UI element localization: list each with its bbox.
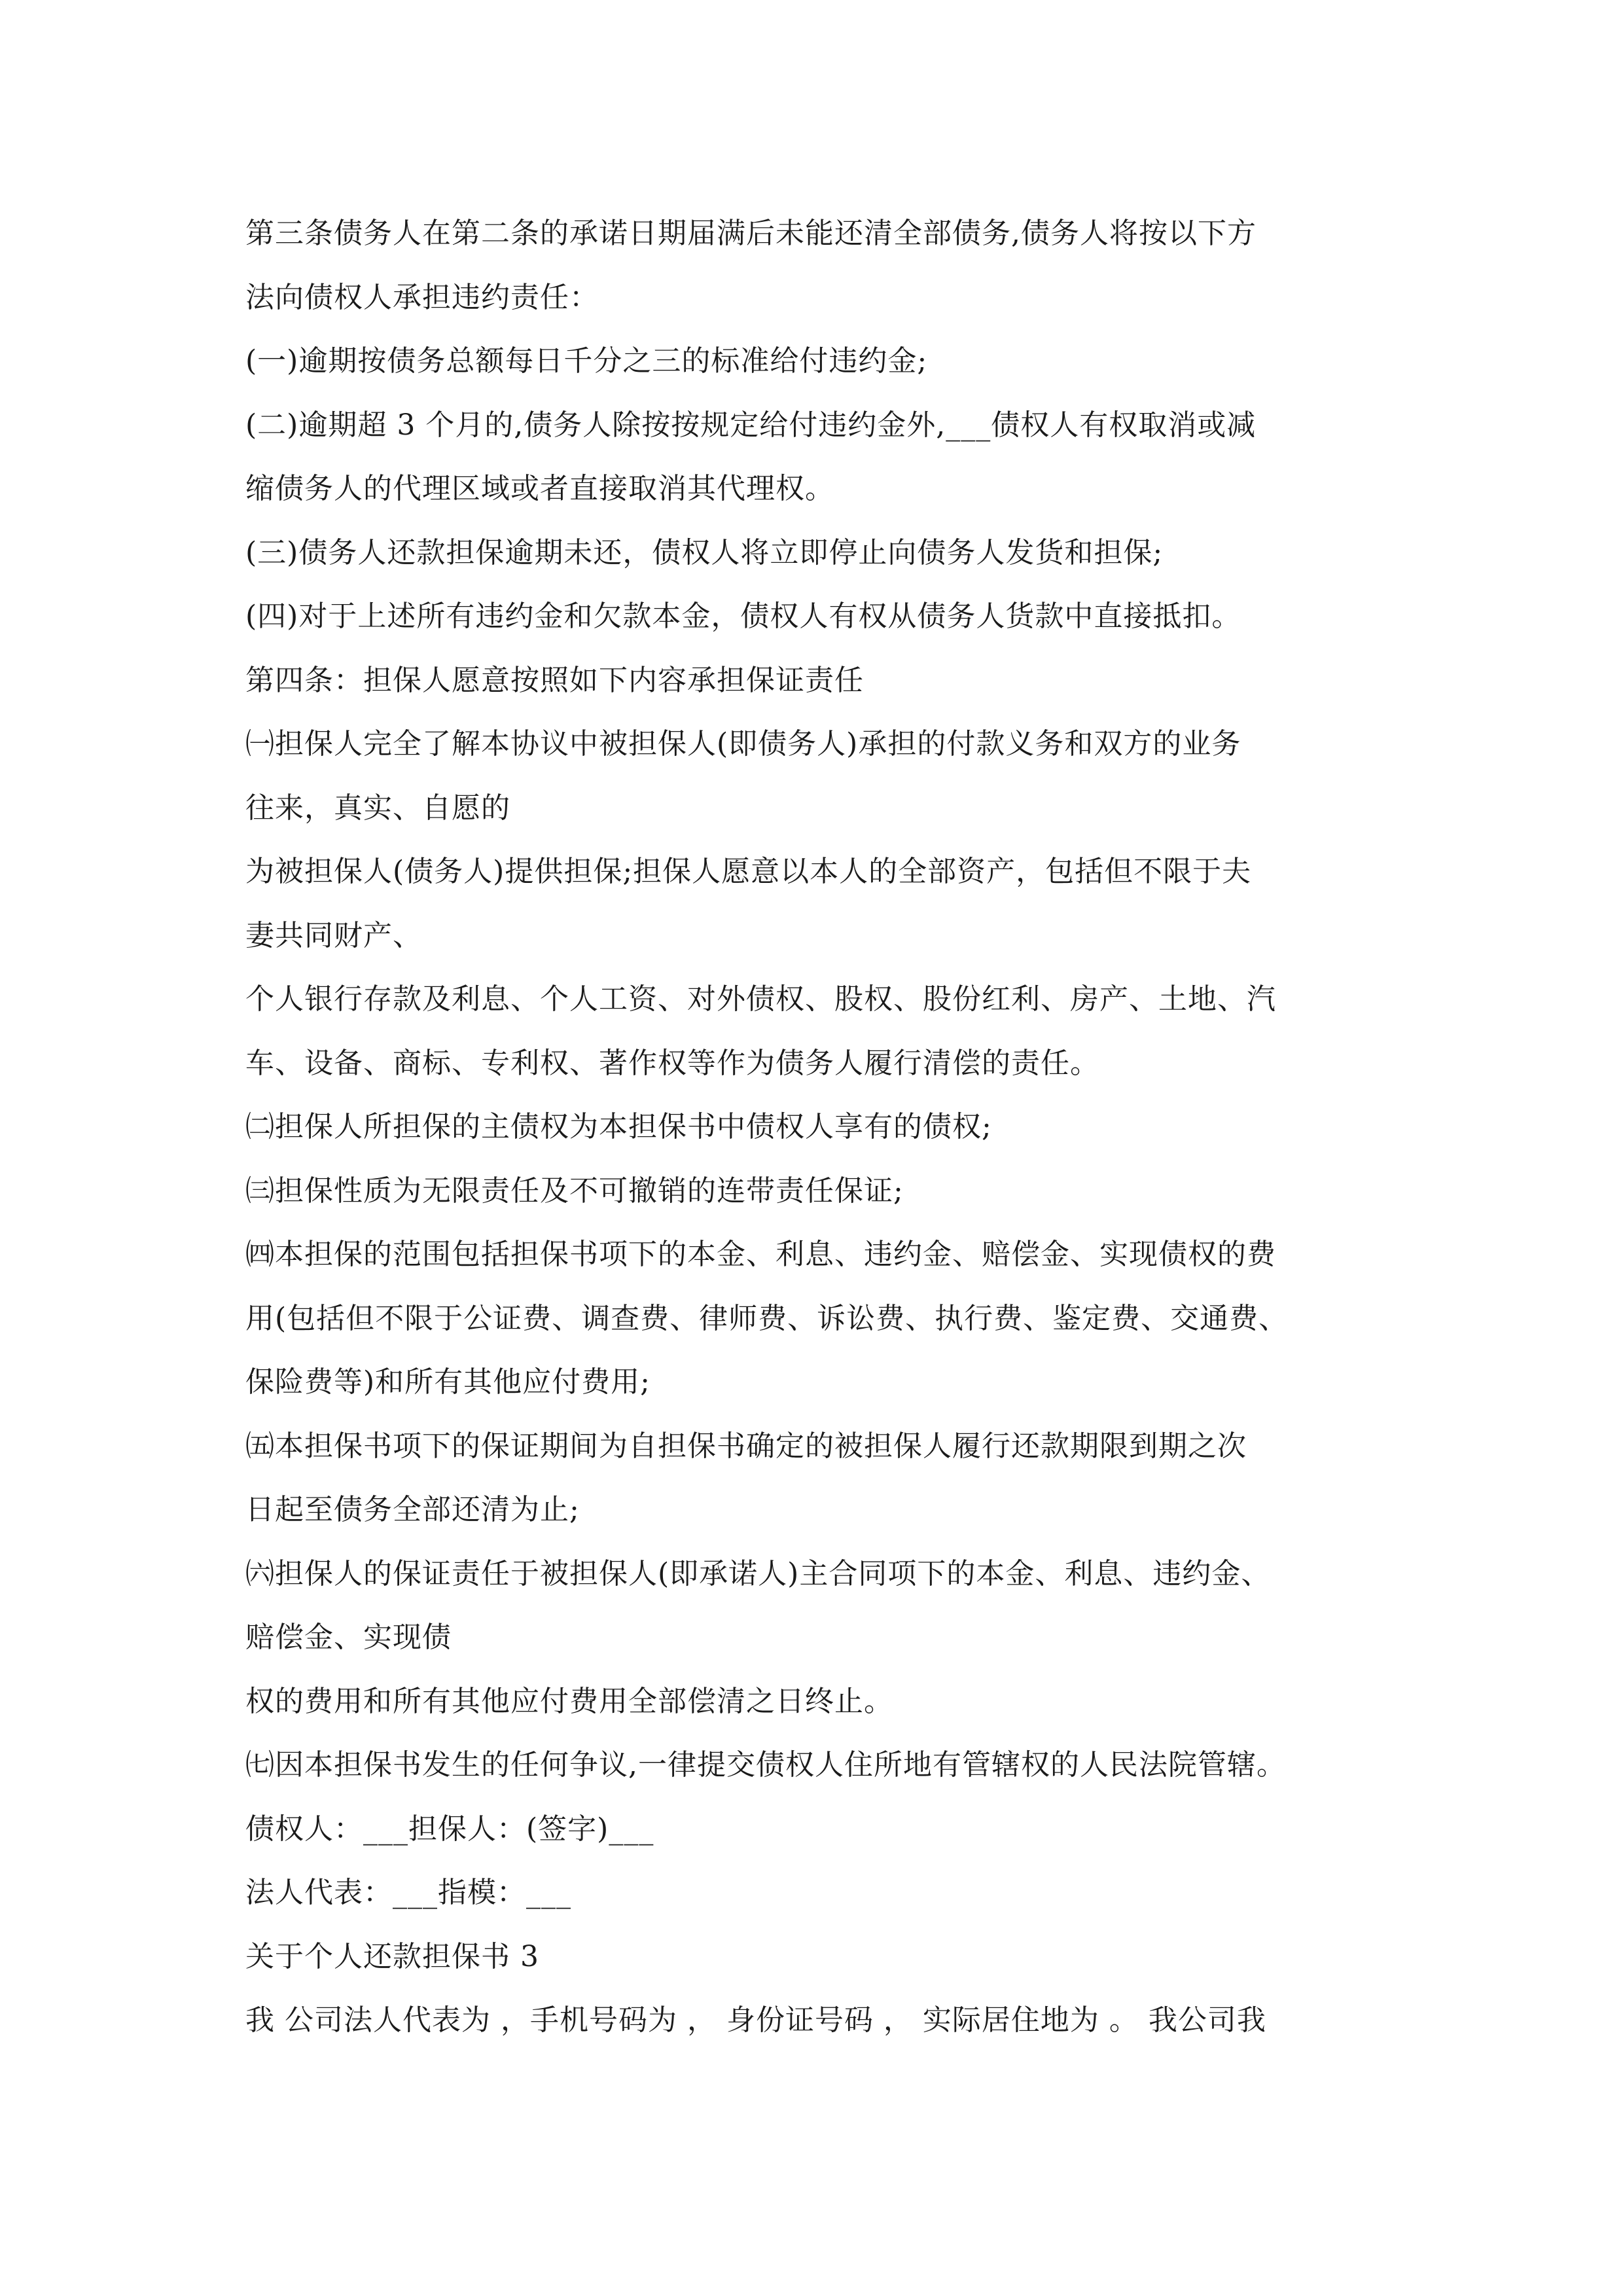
- text-line: ㈠担保人完全了解本协议中被担保人(即债务人)承担的付款义务和双方的业务: [245, 727, 1241, 761]
- text-line: ㈡担保人所担保的主债权为本担保书中债权人享有的债权;: [245, 1110, 992, 1143]
- text-line: 法向债权人承担违约责任：: [245, 280, 599, 314]
- text-line: 车、设备、商标、专利权、著作权等作为债务人履行清偿的责任。: [245, 1046, 1099, 1080]
- text-line: ㈢担保性质为无限责任及不可撤销的连带责任保证;: [245, 1174, 904, 1208]
- text-line: (二)逾期超 3 个月的,债务人除按按规定给付违约金外,___债权人有权取消或减: [245, 408, 1257, 442]
- text-line: ㈤本担保书项下的保证期间为自担保书确定的被担保人履行还款期限到期之次: [245, 1429, 1247, 1463]
- text-line: 权的费用和所有其他应付费用全部偿清之日终止。: [245, 1684, 893, 1718]
- text-line: 往来，真实、自愿的: [245, 791, 510, 825]
- text-line: ㈦因本担保书发生的任何争议,一律提交债权人住所地有管辖权的人民法院管辖。: [245, 1748, 1286, 1782]
- document-title: 关于个人还款担保书 3: [245, 1939, 539, 1973]
- document-body: [245, 202, 1410, 2053]
- text-line: (三)债务人还款担保逾期未还，债权人将立即停止向债务人发货和担保;: [245, 535, 1164, 569]
- text-line: 我 公司法人代表为 ，手机号码为 ， 身份证号码 ， 实际居住地为 。 我公司我: [245, 2003, 1266, 2037]
- text-line: 个人银行存款及利息、个人工资、对外债权、股权、股份红利、房产、土地、汽: [245, 982, 1276, 1016]
- section-heading: 第四条：担保人愿意按照如下内容承担保证责任: [245, 663, 864, 697]
- text-line: 日起至债务全部还清为止;: [245, 1493, 580, 1526]
- text-line: 赔偿金、实现债: [245, 1621, 452, 1654]
- text-line: 用(包括但不限于公证费、调查费、律师费、诉讼费、执行费、鉴定费、交通费、: [245, 1301, 1289, 1335]
- signature-line: 法人代表：___指模：___: [245, 1876, 571, 1909]
- text-line: (四)对于上述所有违约金和欠款本金，债权人有权从债务人货款中直接抵扣。: [245, 600, 1241, 633]
- text-line: 妻共同财产、: [245, 918, 422, 952]
- text-line: 为被担保人(债务人)提供担保;担保人愿意以本人的全部资产，包括但不限于夫: [245, 855, 1252, 888]
- text-line: ㈣本担保的范围包括担保书项下的本金、利息、违约金、赔偿金、实现债权的费: [245, 1238, 1276, 1271]
- text-line: 保险费等)和所有其他应付费用;: [245, 1365, 651, 1399]
- text-line: ㈥担保人的保证责任于被担保人(即承诺人)主合同项下的本金、利息、违约金、: [245, 1556, 1271, 1590]
- text-line: (一)逾期按债务总额每日千分之三的标准给付违约金;: [245, 344, 928, 378]
- signature-line: 债权人：___担保人：(签字)___: [245, 1812, 654, 1846]
- text-line: 缩债务人的代理区域或者直接取消其代理权。: [245, 472, 834, 505]
- text-line: 第三条债务人在第二条的承诺日期届满后未能还清全部债务,债务人将按以下方: [245, 217, 1257, 250]
